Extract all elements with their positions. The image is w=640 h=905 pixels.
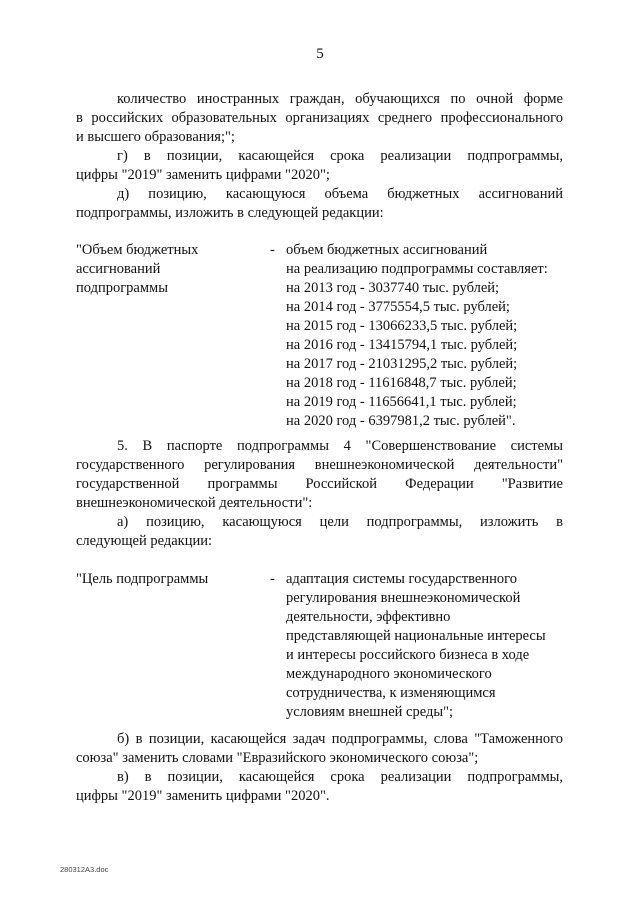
goal-line: сотрудничества, к изменяющимся [286,685,496,701]
paragraph-line: в) в позиции, касающейся срока реализации подпрограммы, [117,769,563,785]
budget-text [286,241,548,431]
budget-label-line: ассигнований [76,261,161,277]
goal-label-line: "Цель подпрограммы [76,571,209,587]
paragraph-line: и высшего образования;"; [76,129,235,145]
paragraph-line: 5. В паспорте подпрограммы 4 "Совершенствование системы [117,438,563,454]
budget-label [76,241,198,298]
budget-line: объем бюджетных ассигнований [286,242,488,258]
budget-line: на 2019 год - 11656641,1 тыс. рублей; [286,394,517,410]
goal-dash: - [270,571,275,587]
goal-line: деятельности, эффективно [286,609,451,625]
goal-line: условиям внешней среды"; [286,704,454,720]
goal-label [76,570,208,589]
goal-line: регулирования внешнеэкономической [286,590,521,606]
goal-text [286,570,546,722]
paragraph-line: г) в позиции, касающейся срока реализации подпрограммы, [117,148,563,164]
budget-line: на 2015 год - 13066233,5 тыс. рублей; [286,318,518,334]
goal-line: адаптация системы государственного [286,571,517,587]
budget-line: на 2020 год - 6397981,2 тыс. рублей". [286,413,516,429]
page-number: 5 [316,46,324,62]
budget-line: на 2018 год - 11616848,7 тыс. рублей; [286,375,517,391]
paragraph-line: количество иностранных граждан, обучающихся по очной форме [117,91,563,107]
budget-line: на 2017 год - 21031295,2 тыс. рублей; [286,356,518,372]
paragraph-line: государственной программы Российской Федерации "Развитие [76,476,563,492]
paragraph-line: внешнеэкономической деятельности": [76,495,313,511]
paragraph-line: подпрограммы, изложить в следующей редакции: [76,205,384,221]
budget-line: на реализацию подпрограммы составляет: [286,261,548,277]
paragraph-line: следующей редакции: [76,533,213,549]
paragraph-line: д) позицию, касающуюся объема бюджетных ассигнований [117,186,563,202]
paragraph-line: государственного регулирования внешнеэкономической деятельности" [76,457,563,473]
budget-line: на 2013 год - 3037740 тыс. рублей; [286,280,500,296]
goal-line: представляющей национальные интересы [286,628,546,644]
budget-line: на 2016 год - 13415794,1 тыс. рублей; [286,337,518,353]
paragraph-line: б) в позиции, касающейся задач подпрограммы, слова "Таможенного [117,731,563,747]
paragraph-line: цифры "2019" заменить цифрами "2020"; [76,167,330,183]
budget-label-line: подпрограммы [76,280,168,296]
goal-line: и интересы российского бизнеса в ходе [286,647,530,663]
budget-dash: - [270,242,275,258]
budget-line: на 2014 год - 3775554,5 тыс. рублей; [286,299,510,315]
goal-line: международного экономического [286,666,492,682]
paragraph-line: а) позицию, касающуюся цели подпрограммы, изложить в [117,514,563,530]
paragraph-line: в российских образовательных организациях среднего профессионального [76,110,563,126]
paragraph-line: союза" заменить словами "Евразийского экономического союза"; [76,750,479,766]
document-footer: 280312A3.doc [60,865,109,874]
paragraph-line: цифры "2019" заменить цифрами "2020". [76,788,330,804]
budget-label-line: "Объем бюджетных [76,242,199,258]
